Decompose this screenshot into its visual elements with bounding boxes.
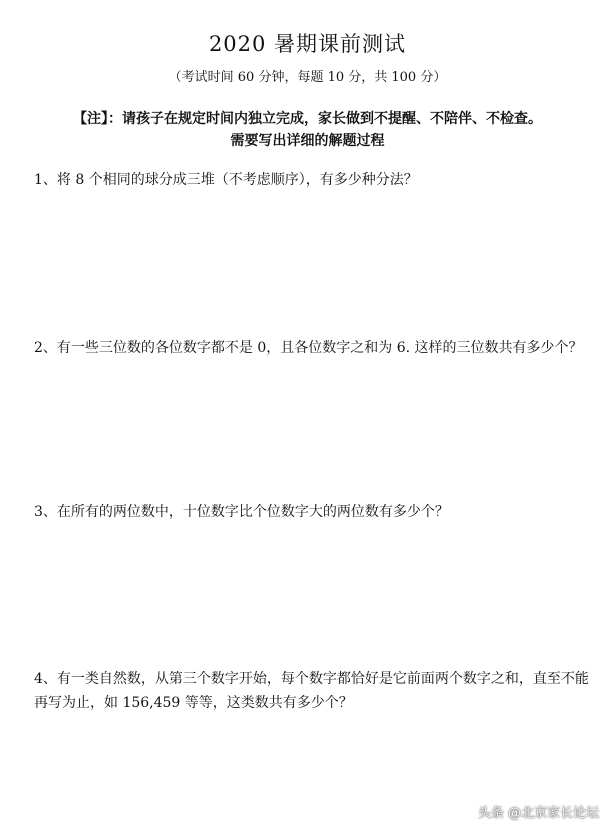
note-line-2: 需要写出详细的解题过程 xyxy=(230,133,385,149)
note-line-1: 【注】：请孩子在规定时间内独立完成，家长做到不提醒、不陪伴、不检查。 xyxy=(73,111,542,127)
note-block xyxy=(0,108,615,152)
page-title: 2020 暑期课前测试 xyxy=(208,32,407,56)
question-4: 4、有一类自然数，从第三个数字开始，每个数字都恰好是它前面两个数字之和，直至不能再写为止，如 156,459 等等，这类数共有多少个？ xyxy=(34,671,589,711)
exam-instructions: （考试时间 60 分钟，每题 10 分，共 100 分） xyxy=(168,70,447,85)
question-3: 3、在所有的两位数中，十位数字比个位数字大的两位数有多少个？ xyxy=(34,504,449,520)
question-1: 1、将 8 个相同的球分成三堆（不考虑顺序），有多少种分法？ xyxy=(34,172,418,188)
watermark: 头条 @北京家长论坛 xyxy=(477,806,599,821)
question-2: 2、有一些三位数的各位数字都不是 0，且各位数字之和为 6. 这样的三位数共有多少个？ xyxy=(34,340,583,356)
